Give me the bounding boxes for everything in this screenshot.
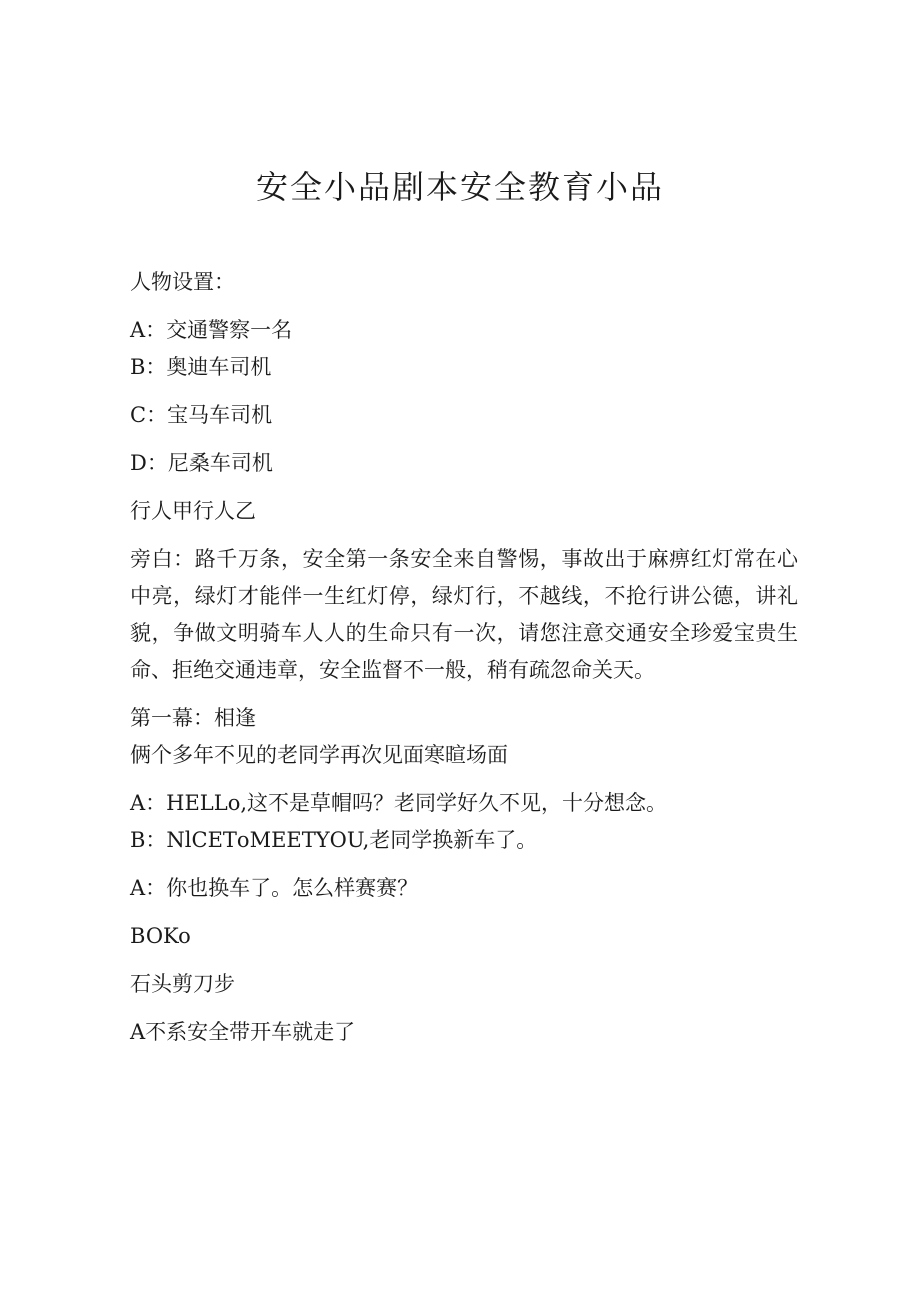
paragraph-cast-c: C：宝马车司机 bbox=[130, 403, 273, 427]
paragraph-cast-a: A：交通警察一名 bbox=[130, 318, 293, 342]
paragraph-cast-b: B：奥迪车司机 bbox=[130, 355, 272, 379]
paragraph-dialogue-a2: A：你也换车了。怎么样赛赛？ bbox=[130, 876, 419, 900]
paragraph-narration: 旁白：路千万条，安全第一条安全来自警惕，事故出于麻痹红灯常在心中亮，绿灯才能伴一生红灯停，绿灯行，不越线，不抢行讲公德，讲礼貌，争做文明骑车人人的生命只有一次，请您注意交通安全珍爱宝贵生命、拒绝交通违章，安全监督不一般，稍有疏忽命关天。 bbox=[130, 547, 798, 682]
paragraph-scene-one: 第一幕：相逢 bbox=[130, 706, 256, 730]
paragraph-cast-d: D：尼桑车司机 bbox=[130, 451, 273, 475]
paragraph-a-drives-off: A不系安全带开车就走了 bbox=[130, 1020, 356, 1044]
paragraph-scene-description: 俩个多年不见的老同学再次见面寒暄场面 bbox=[130, 743, 508, 767]
document-title: 安全小品剧本安全教育小品 bbox=[255, 168, 664, 206]
paragraph-rock-paper-scissors: 石头剪刀步 bbox=[130, 972, 235, 996]
paragraph-cast-heading: 人物设置： bbox=[130, 270, 235, 294]
document-body bbox=[130, 264, 798, 1051]
paragraph-dialogue-b2: BOKo bbox=[130, 924, 191, 948]
paragraph-dialogue-a1: A：HELLo,这不是草帽吗？老同学好久不见，十分想念。 bbox=[130, 791, 668, 815]
paragraph-pedestrians: 行人甲行人乙 bbox=[130, 499, 256, 523]
paragraph-dialogue-b1: B：NlCETοMEETYOU,老同学换新车了。 bbox=[130, 828, 538, 852]
